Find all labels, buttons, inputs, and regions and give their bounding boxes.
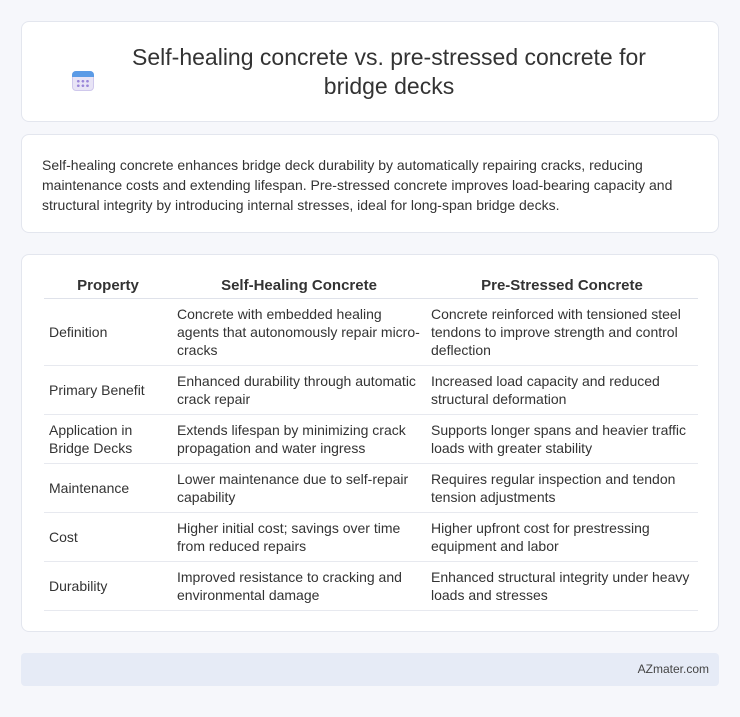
comparison-table-card: [21, 254, 719, 632]
table-header-row: [44, 275, 698, 299]
row-property: Maintenance: [44, 464, 172, 513]
footer-brand[interactable]: AZmater.com: [637, 662, 709, 676]
row-property: Durability: [44, 562, 172, 611]
row-pre-stressed: Requires regular inspection and tendon tension adjustments: [426, 464, 698, 513]
row-self-healing: Concrete with embedded healing agents that autonomously repair micro-cracks: [172, 299, 426, 366]
row-property: Primary Benefit: [44, 366, 172, 415]
calendar-icon: [71, 68, 95, 92]
summary-text: Self-healing concrete enhances bridge deck durability by automatically repairing cracks, reducing maintenance costs and extending lifespan. Pre-stressed concrete improves load-bearing capacity and structural integrity by introducing internal stresses, ideal for long-span bridge decks.: [42, 157, 673, 213]
row-property: Definition: [44, 299, 172, 366]
row-pre-stressed: Enhanced structural integrity under heavy loads and stresses: [426, 562, 698, 611]
row-self-healing: Higher initial cost; savings over time from reduced repairs: [172, 513, 426, 562]
summary-card: [21, 134, 719, 233]
row-pre-stressed: Concrete reinforced with tensioned steel tendons to improve strength and control deflection: [426, 299, 698, 366]
row-pre-stressed: Higher upfront cost for prestressing equipment and labor: [426, 513, 698, 562]
header-pre-stressed: Pre-Stressed Concrete: [426, 275, 698, 299]
row-pre-stressed: Increased load capacity and reduced structural deformation: [426, 366, 698, 415]
row-self-healing: Extends lifespan by minimizing crack propagation and water ingress: [172, 415, 426, 464]
table-row: [44, 415, 698, 464]
footer: [21, 653, 719, 686]
row-property: Application in Bridge Decks: [44, 415, 172, 464]
table-row: [44, 366, 698, 415]
table-row: [44, 562, 698, 611]
header-property: Property: [44, 275, 172, 299]
table-row: [44, 299, 698, 366]
row-self-healing: Enhanced durability through automatic crack repair: [172, 366, 426, 415]
row-self-healing: Lower maintenance due to self-repair capability: [172, 464, 426, 513]
comparison-table: [44, 275, 698, 611]
table-row: [44, 513, 698, 562]
row-pre-stressed: Supports longer spans and heavier traffic loads with greater stability: [426, 415, 698, 464]
row-property: Cost: [44, 513, 172, 562]
title-card: [21, 21, 719, 122]
row-self-healing: Improved resistance to cracking and environmental damage: [172, 562, 426, 611]
page-title: Self-healing concrete vs. pre-stressed concrete for bridge decks: [132, 43, 646, 99]
header-self-healing: Self-Healing Concrete: [172, 275, 426, 299]
table-row: [44, 464, 698, 513]
